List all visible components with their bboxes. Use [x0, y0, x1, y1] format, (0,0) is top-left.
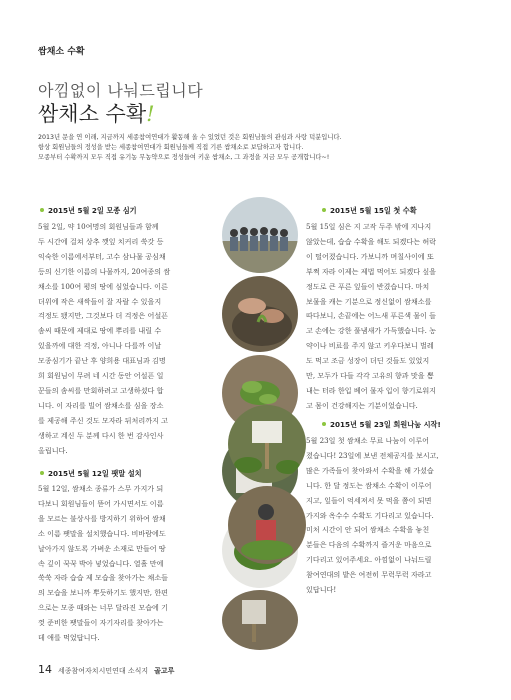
body-line: 부쩍 자라 이제는 제법 먹어도 되겠다 싶을 — [306, 266, 437, 276]
body-line: 니다. 한 달 정도는 쌈채소 수확이 이루어 — [306, 480, 432, 490]
body-line: 소 이름 팻말을 설치했습니다. 비바람에도 — [38, 528, 166, 538]
body-line: 생하고 계신 두 분께 다시 한 번 감사인사 — [38, 430, 164, 440]
body-line: 보물을 캐는 기분으로 정신없이 쌈채소를 — [306, 296, 432, 306]
body-line: 날아가지 않도록 가벼운 소재로 만들어 땅 — [38, 543, 166, 553]
body-line: 내는 터라 한입 베어 물자 입이 향기로워지 — [306, 385, 437, 395]
body-line: 데 애를 먹었답니다. — [38, 633, 100, 643]
body-line: 채소를 100여 평의 땅에 심었습니다. 이른 — [38, 281, 168, 291]
body-line: 분들은 다음의 수확까지 즐거운 마음으로 — [306, 540, 432, 550]
body-line: 고 손에는 강한 풀냄새가 가득했습니다. 농 — [306, 326, 437, 336]
member-harvest-photo — [228, 486, 306, 564]
body-line: 기다리고 있어주세요. 아낌없이 나눠드릴 — [306, 555, 432, 565]
intro-line: 항상 회원님들의 정성을 받는 세종참여연대가 회원님들께 직접 기른 쌈채소로 보답하고자 합니다. — [38, 144, 304, 151]
body-line: 많은 가족들이 찾아와서 수확을 해 가셨습 — [306, 465, 434, 475]
body-line: 모종심기가 끝난 후 양희용 대표님과 김명 — [38, 356, 166, 366]
sign-closeup-photo — [228, 405, 306, 483]
body-line: 쑥쑥 자라 습습 제 모습을 찾아가는 채소들 — [38, 573, 169, 583]
body-line: 만, 모두가 다들 각각 고유의 향과 맛을 뽐 — [306, 371, 434, 381]
body-line: 5월 15일 심은 지 고작 두주 밖에 지나지 — [306, 222, 432, 231]
body-line: 지고, 잎들이 억세져서 못 먹을 쯤이 되면 — [306, 495, 432, 505]
intro-line: 2013년 문을 연 이래, 지금까지 세종참여연대가 활동해 올 수 있었던 것은 회원님들의 관심과 사랑 덕분입니다. — [38, 134, 342, 141]
section-title-planting: 2015년 5월 2일 모종 심기 — [48, 206, 137, 215]
body-line: 정도로 큰 푸른 잎들이 반겼습니다. 마치 — [306, 281, 430, 291]
page-title-text: 쌈채소 수확 — [38, 102, 147, 126]
body-line: 5월 12일, 쌈채소 종류가 스무 가지가 되 — [38, 484, 164, 493]
section-body-sharing — [306, 434, 478, 598]
body-line: 등의 신기한 이름의 나물까지, 20여종의 쌈 — [38, 266, 171, 276]
intro-text — [38, 133, 478, 163]
body-line: 이 떨어졌습니다. 가보니까 며칠사이에 또 — [306, 251, 434, 261]
body-line: 니다. 이 자리를 빌어 쌈채소를 심을 장소 — [38, 400, 164, 410]
body-line: 으로는 모종 때와는 너무 달라진 모습에 기 — [38, 603, 169, 613]
body-line: 있답니다! — [306, 585, 337, 595]
page-title-line1: 아낌없이 나눠드립니다 — [38, 81, 204, 100]
body-line: 않았는데, 습습 수확을 해도 되겠다는 허락 — [306, 236, 437, 246]
page-footer — [38, 663, 174, 676]
body-line: 약이나 비료를 주지 않고 키우다보니 벌레 — [306, 341, 434, 351]
body-line: 올립니다. — [38, 445, 68, 455]
body-line: 더위에 작은 새싹들이 잘 자랄 수 있을지 — [38, 296, 162, 306]
section-body-first-harvest — [306, 220, 478, 414]
header-label: 쌈채소 수확 — [38, 47, 85, 57]
body-line: 가지와 옥수수 수확도 기다리고 있습니다. — [306, 510, 434, 520]
footer-org: 세종참여자치시민연대 소식지 — [58, 667, 149, 675]
section-title-sharing: 2015년 5월 23일 회원나눔 시작! — [330, 420, 441, 429]
page-title-line2 — [38, 98, 155, 128]
body-line: 참여연대의 밭은 여전히 무럭무럭 자라고 — [306, 570, 432, 580]
body-line: 을 모르는 불상사를 방지하기 위하여 쌈채 — [38, 513, 166, 523]
body-line: 속 깊이 꾹꾹 박아 넣었습니다. 열흘 만에 — [38, 558, 164, 568]
body-line: 를 제공해 주신 것도 모자라 뒤처리까지 고 — [38, 415, 169, 425]
page-number: 14 — [38, 663, 52, 676]
group-photo-field — [222, 197, 298, 273]
body-line: 꾼들의 솜씨를 만회하려고 고생하셨다 합 — [38, 385, 164, 395]
body-line: 미처 시간이 안 되어 쌈채소 수확을 놓친 — [306, 525, 430, 535]
sign-install-photo — [222, 590, 298, 650]
body-line: 의 모습을 보니까 뿌듯하기도 했지만, 한편 — [38, 588, 169, 598]
intro-line: 모종부터 수확까지 모두 직접 유기농 무농약으로 정성들여 키운 쌈채소, 그 과정을 지금 모두 공개합니다~! — [38, 154, 330, 161]
body-line: 있을까에 대한 걱정, 아니나 다를까 이날 — [38, 341, 162, 351]
section-body-signs — [38, 482, 216, 646]
footer-magazine: 골고루 — [154, 667, 175, 675]
body-line: 5월 2일, 약 10여명의 회원님들과 함께 — [38, 222, 159, 231]
body-line: 따다보니, 손끝에는 어느새 푸른색 물이 들 — [306, 311, 437, 321]
body-line: 익숙한 이름에서부터, 고수 삼나물 공심채 — [38, 251, 166, 261]
body-line: 졌습니다! 23일에 보낸 전체공지를 보시고, — [306, 450, 439, 460]
body-line: 도 먹고 조금 성장이 더딘 것들도 있었지 — [306, 356, 430, 366]
body-line: 두 시간에 걸쳐 상추 깻잎 치커리 쑥갓 등 — [38, 236, 164, 246]
body-line: 껏 준비한 팻말들이 자기자리를 찾아가는 — [38, 618, 164, 628]
page-title-mark: ! — [146, 102, 155, 126]
body-line: 5월 23일 첫 쌈채소 무료 나눔이 이루어 — [306, 436, 430, 445]
body-line: 고 몸이 건강해지는 기분이었습니다. — [306, 400, 418, 410]
planting-hands-photo — [222, 276, 298, 352]
body-line: 다보니 회원님들이 뜯어 가시면서도 이름 — [38, 498, 164, 508]
body-line: 희 회원님이 무려 네 시간 동안 어설픈 일 — [38, 371, 164, 381]
section-body-planting — [38, 220, 216, 459]
body-line: 걱정도 됐지만, 그것보다 더 걱정은 어설픈 — [38, 311, 169, 321]
section-title-signs: 2015년 5월 12일 팻말 설치 — [48, 469, 142, 478]
section-title-first-harvest: 2015년 5월 15일 첫 수확 — [330, 206, 417, 215]
body-line: 솜씨 때문에 제대로 땅에 뿌리를 내릴 수 — [38, 326, 162, 336]
